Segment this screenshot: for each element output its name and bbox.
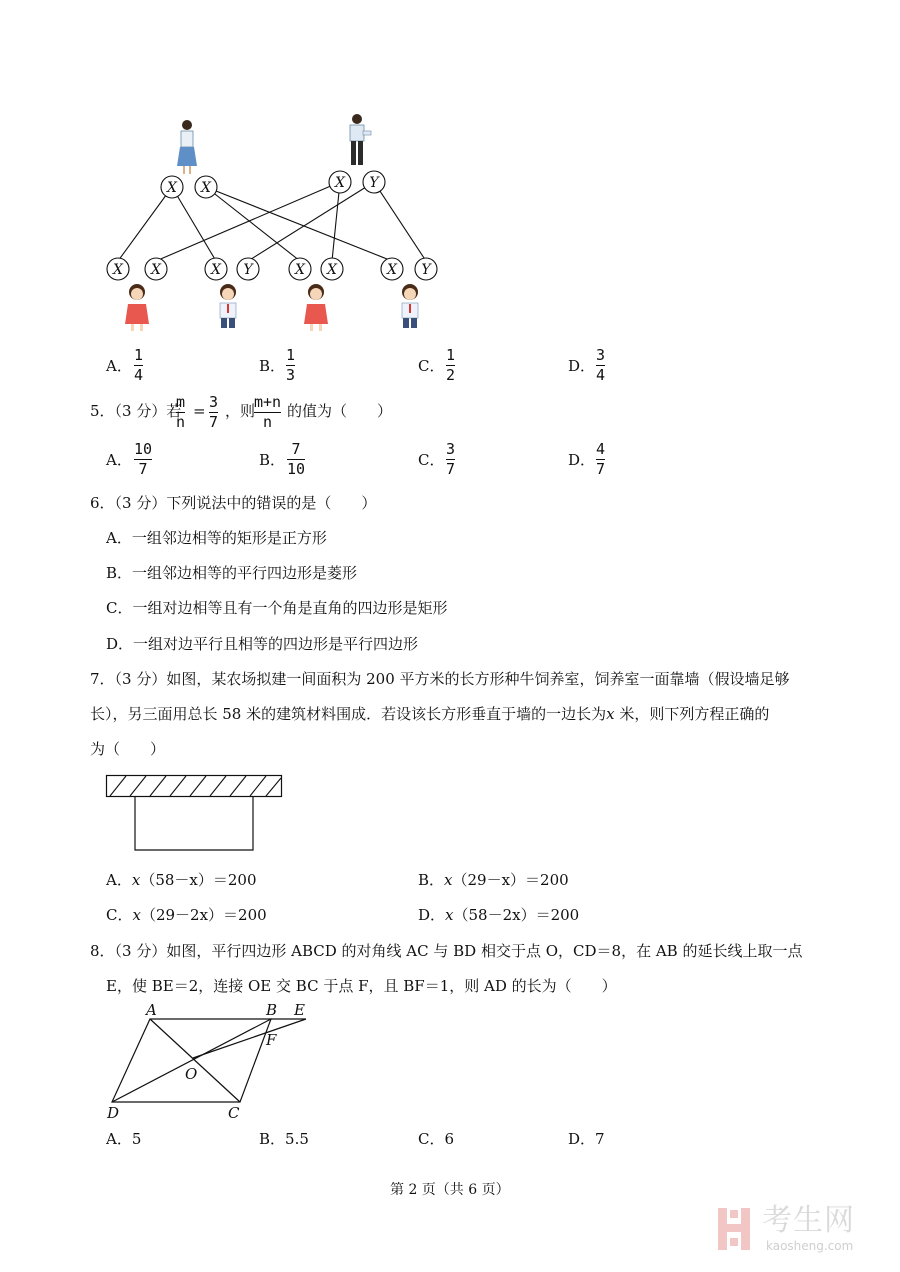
q5-fraction-m-n (176, 394, 185, 431)
letter: A． (106, 871, 132, 889)
genetics-tree-figure (100, 112, 460, 340)
q7-stem-line2 (90, 704, 769, 724)
point-label-c: C (228, 1104, 240, 1122)
letter: C． (106, 906, 133, 924)
denominator: 10 (287, 460, 306, 478)
q5-fraction-3-7 (209, 394, 218, 431)
letter: D． (418, 906, 446, 924)
child3-allele-2: X (327, 262, 337, 278)
expression: （29－x）＝200 (452, 871, 569, 889)
numerator: 7 (291, 440, 301, 458)
q4-option-a-fraction (134, 347, 143, 384)
denominator: 7 (138, 460, 148, 478)
numerator: 1 (134, 346, 144, 364)
variable: x (132, 906, 141, 924)
variable: x (445, 906, 454, 924)
numerator: 4 (596, 440, 606, 458)
numerator: 3 (596, 346, 606, 364)
q8-parallelogram-figure (100, 998, 315, 1124)
boy-figure-icon (220, 284, 236, 328)
q7-line2-variable: x (606, 705, 615, 723)
variable: x (444, 871, 453, 889)
denominator: 4 (596, 366, 606, 384)
denominator: n (263, 413, 273, 431)
mother-figure-icon (177, 120, 197, 174)
child2-allele-1: X (211, 262, 221, 278)
q8-option-b: B．5.5 (259, 1130, 309, 1148)
numerator: 1 (286, 346, 296, 364)
denominator: 7 (596, 460, 606, 478)
q4-option-c-fraction (446, 347, 455, 384)
mother-allele-2: X (201, 180, 211, 196)
girl-figure-icon (125, 284, 149, 331)
q5-mid: ，则 (225, 402, 256, 420)
page-number: 第 2 页（共 6 页） (390, 1182, 510, 1198)
q6-option-d: D．一组对边平行且相等的四边形是平行四边形 (106, 635, 419, 653)
point-label-o: O (185, 1065, 198, 1083)
q4-option-c-letter: C． (418, 357, 445, 375)
numerator: 10 (134, 440, 153, 458)
q8-option-c: C．6 (418, 1130, 455, 1148)
q4-option-b-letter: B． (259, 357, 286, 375)
q7-line2-part-b: 米，则下列方程正确的 (614, 705, 770, 723)
q4-option-d-fraction (596, 347, 605, 384)
denominator: 4 (134, 366, 144, 384)
watermark-en: kaosheng.com (766, 1239, 854, 1253)
father-allele-2: Y (369, 175, 379, 191)
q6-option-b: B．一组邻边相等的平行四边形是菱形 (106, 564, 358, 582)
denominator: 7 (209, 413, 219, 431)
q7-wall-enclosure-figure (104, 773, 286, 853)
q6-option-a: A．一组邻边相等的矩形是正方形 (106, 529, 327, 547)
q4-option-d-letter: D． (568, 357, 596, 375)
q4-option-a-letter: A． (106, 357, 132, 375)
kaosheng-logo-icon (716, 1204, 756, 1254)
numerator: 1 (446, 346, 456, 364)
q6-stem: 6．（3 分）下列说法中的错误的是（ ） (90, 494, 377, 512)
child1-allele-2: X (151, 262, 161, 278)
letter: B． (418, 871, 445, 889)
father-allele-1: X (335, 175, 345, 191)
q7-option-a (106, 870, 257, 890)
father-figure-icon (350, 114, 371, 165)
variable: x (131, 871, 141, 889)
q5-prefix: 5．（3 分）若 (90, 402, 182, 420)
q7-line2-part-a: 长），另三面用总长 58 米的建筑材料围成．若设该长方形垂直于墙的一边长为 (90, 705, 607, 723)
q8-stem-line2: E，使 BE＝2，连接 OE 交 BC 于点 F，且 BF＝1，则 AD 的长为（ ） (106, 977, 617, 995)
q7-option-b (418, 870, 569, 890)
q5-option-c-fraction (446, 441, 455, 478)
numerator: m (176, 393, 186, 411)
child2-allele-2: Y (243, 262, 253, 278)
point-label-a: A (146, 1001, 157, 1019)
point-label-f: F (266, 1031, 277, 1049)
q5-suffix: 的值为（ ） (287, 402, 393, 420)
girl-figure-icon (304, 284, 328, 331)
watermark-cn: 考生网 (762, 1203, 855, 1238)
child1-allele-1: X (113, 262, 123, 278)
q6-option-c: C．一组对边相等且有一个角是直角的四边形是矩形 (106, 599, 448, 617)
watermark (716, 1202, 886, 1258)
q5-fraction-mn-n (254, 394, 281, 431)
child4-allele-2: Y (421, 262, 431, 278)
q8-option-a: A．5 (106, 1130, 142, 1148)
q8-stem-line1: 8．（3 分）如图，平行四边形 ABCD 的对角线 AC 与 BD 相交于点 O，CD＝8，在 AB 的延长线上取一点 (90, 942, 803, 960)
q8-option-d: D．7 (568, 1130, 605, 1148)
denominator: 3 (286, 366, 296, 384)
numerator: 3 (446, 440, 456, 458)
q5-option-c-letter: C． (418, 451, 445, 469)
denominator: 2 (446, 366, 456, 384)
q7-option-d (418, 905, 579, 925)
q7-option-c (106, 905, 267, 925)
q5-equals: = (193, 402, 206, 420)
q5-option-d-letter: D． (568, 451, 596, 469)
numerator: m+n (254, 393, 282, 411)
point-label-b: B (266, 1001, 278, 1019)
q5-option-b-letter: B． (259, 451, 286, 469)
q7-stem-line3: 为（ ） (90, 740, 166, 758)
q5-option-d-fraction (596, 441, 605, 478)
boy-figure-icon (402, 284, 418, 328)
denominator: n (176, 413, 186, 431)
numerator: 3 (209, 393, 219, 411)
expression: （29－2x）＝200 (140, 906, 267, 924)
point-label-e: E (294, 1001, 305, 1019)
q4-option-b-fraction (286, 347, 295, 384)
expression: （58－x）＝200 (140, 871, 257, 889)
denominator: 7 (446, 460, 456, 478)
mother-allele-1: X (167, 180, 177, 196)
q5-option-b-fraction (287, 441, 305, 478)
q5-option-a-letter: A． (106, 451, 132, 469)
q7-stem-line1: 7．（3 分）如图，某农场拟建一间面积为 200 平方米的长方形种牛饲养室，饲养室一面靠墙（假设墙足够 (90, 670, 790, 688)
point-label-d: D (107, 1104, 120, 1122)
child4-allele-1: X (387, 262, 397, 278)
child3-allele-1: X (295, 262, 305, 278)
q5-option-a-fraction (134, 441, 152, 478)
expression: （58－2x）＝200 (453, 906, 580, 924)
